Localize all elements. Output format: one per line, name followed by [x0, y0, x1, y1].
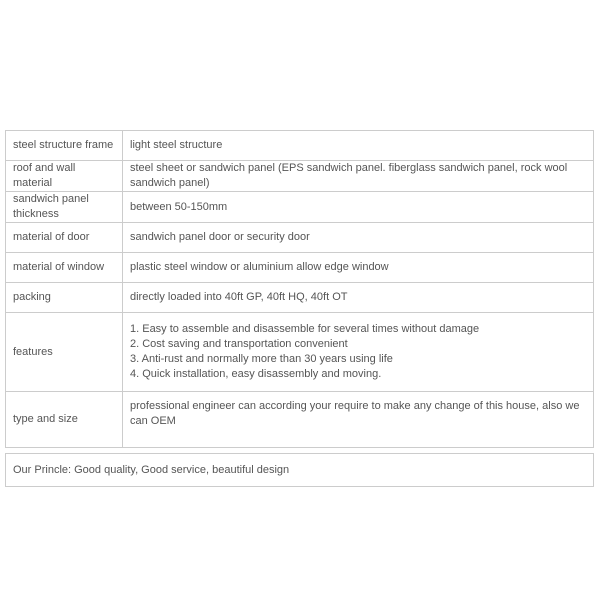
table-row: [6, 161, 594, 192]
spec-label: material of door: [6, 223, 123, 253]
spec-value: directly loaded into 40ft GP, 40ft HQ, 40ft OT: [123, 283, 594, 313]
table-row: [6, 313, 594, 392]
table-row: [6, 392, 594, 448]
spec-value: plastic steel window or aluminium allow edge window: [123, 253, 594, 283]
spec-label: sandwich panel thickness: [6, 192, 123, 223]
spec-label: features: [6, 313, 123, 392]
spec-label: roof and wall material: [6, 161, 123, 192]
spec-value-features: [123, 313, 594, 392]
spec-value: between 50-150mm: [123, 192, 594, 223]
feature-line: 3. Anti-rust and normally more than 30 years using life: [130, 353, 393, 365]
spec-section: [5, 130, 594, 487]
spec-label: packing: [6, 283, 123, 313]
spec-label: type and size: [6, 392, 123, 448]
principle-note: Our Princle: Good quality, Good service, beautiful design: [5, 453, 594, 487]
spec-table: [5, 130, 594, 448]
table-row: [6, 131, 594, 161]
feature-line: 4. Quick installation, easy disassembly and moving.: [130, 368, 382, 380]
table-row: [6, 192, 594, 223]
spec-value: steel sheet or sandwich panel (EPS sandwich panel. fiberglass sandwich panel, rock wool sandwich panel): [123, 161, 594, 192]
table-row: [6, 223, 594, 253]
spec-value: light steel structure: [123, 131, 594, 161]
table-row: [6, 253, 594, 283]
spec-value: professional engineer can according your require to make any change of this house, also we can OEM: [123, 392, 594, 448]
feature-line: 2. Cost saving and transportation convenient: [130, 338, 348, 350]
feature-line: 1. Easy to assemble and disassemble for several times without damage: [130, 323, 480, 335]
table-row: [6, 283, 594, 313]
spec-label: material of window: [6, 253, 123, 283]
spec-label: steel structure frame: [6, 131, 123, 161]
spec-value: sandwich panel door or security door: [123, 223, 594, 253]
